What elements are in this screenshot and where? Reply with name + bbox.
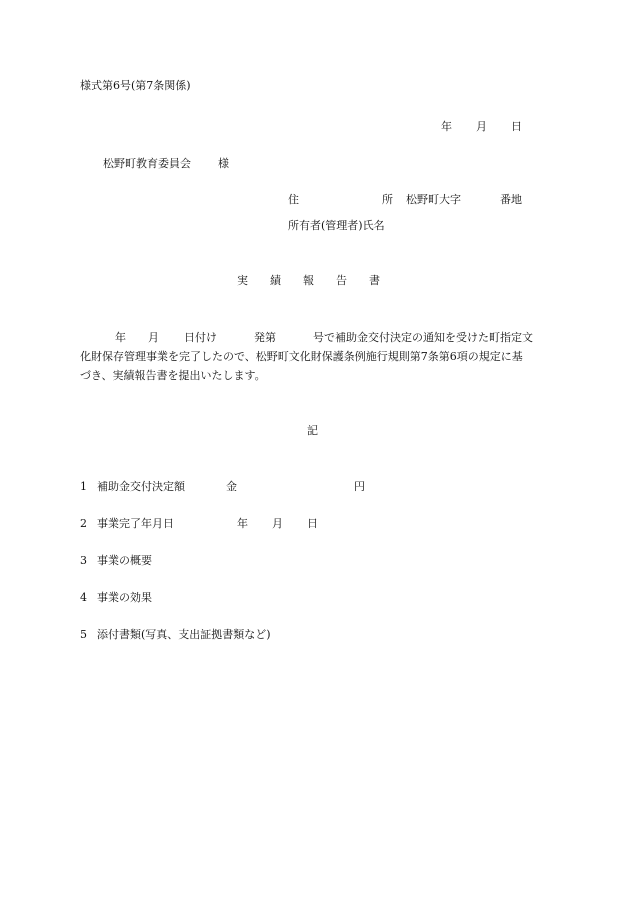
address-label-2: 所: [382, 193, 393, 206]
item-number: 3: [80, 554, 87, 567]
date-day: 日: [511, 120, 522, 133]
currency-unit: 円: [354, 480, 365, 493]
item-label: 補助金交付決定額: [97, 480, 185, 493]
date-year: 年: [441, 120, 452, 133]
address-suffix: 番地: [500, 193, 522, 206]
ki-heading: 記: [307, 424, 318, 437]
body-month: 月: [148, 331, 159, 344]
completion-month: 月: [272, 517, 283, 530]
body-line3: づき、実績報告書を提出いたします。: [80, 369, 266, 382]
body-line2: 化財保存管理事業を完了したので、松野町文化財保護条例施行規則第7条第6項の規定に基: [80, 350, 523, 363]
recipient-honorific: 様: [218, 157, 229, 170]
completion-day: 日: [307, 517, 318, 530]
item-label: 添付書類(写真、支出証拠書類など): [97, 628, 271, 641]
body-issue-number: 発第: [254, 331, 276, 344]
owner-label: 所有者(管理者)氏名: [288, 219, 385, 232]
address-value: 松野町大字: [406, 193, 461, 206]
address-label-1: 住: [288, 193, 299, 206]
item-number: 5: [80, 628, 87, 641]
recipient-name: 松野町教育委員会: [103, 157, 191, 170]
item-number: 1: [80, 480, 87, 493]
body-year: 年: [115, 331, 126, 344]
form-number: 様式第6号(第7条関係): [80, 79, 191, 92]
currency-prefix: 金: [226, 480, 237, 493]
body-line1-rest: 号で補助金交付決定の通知を受けた町指定文: [313, 331, 533, 344]
document-title: 実 績 報 告 書: [237, 274, 380, 287]
date-month: 月: [476, 120, 487, 133]
completion-year: 年: [237, 517, 248, 530]
item-label: 事業の概要: [97, 554, 152, 567]
item-number: 2: [80, 517, 87, 530]
item-number: 4: [80, 591, 87, 604]
item-label: 事業完了年月日: [97, 517, 174, 530]
body-date-suffix: 日付け: [184, 331, 217, 344]
item-label: 事業の効果: [97, 591, 152, 604]
